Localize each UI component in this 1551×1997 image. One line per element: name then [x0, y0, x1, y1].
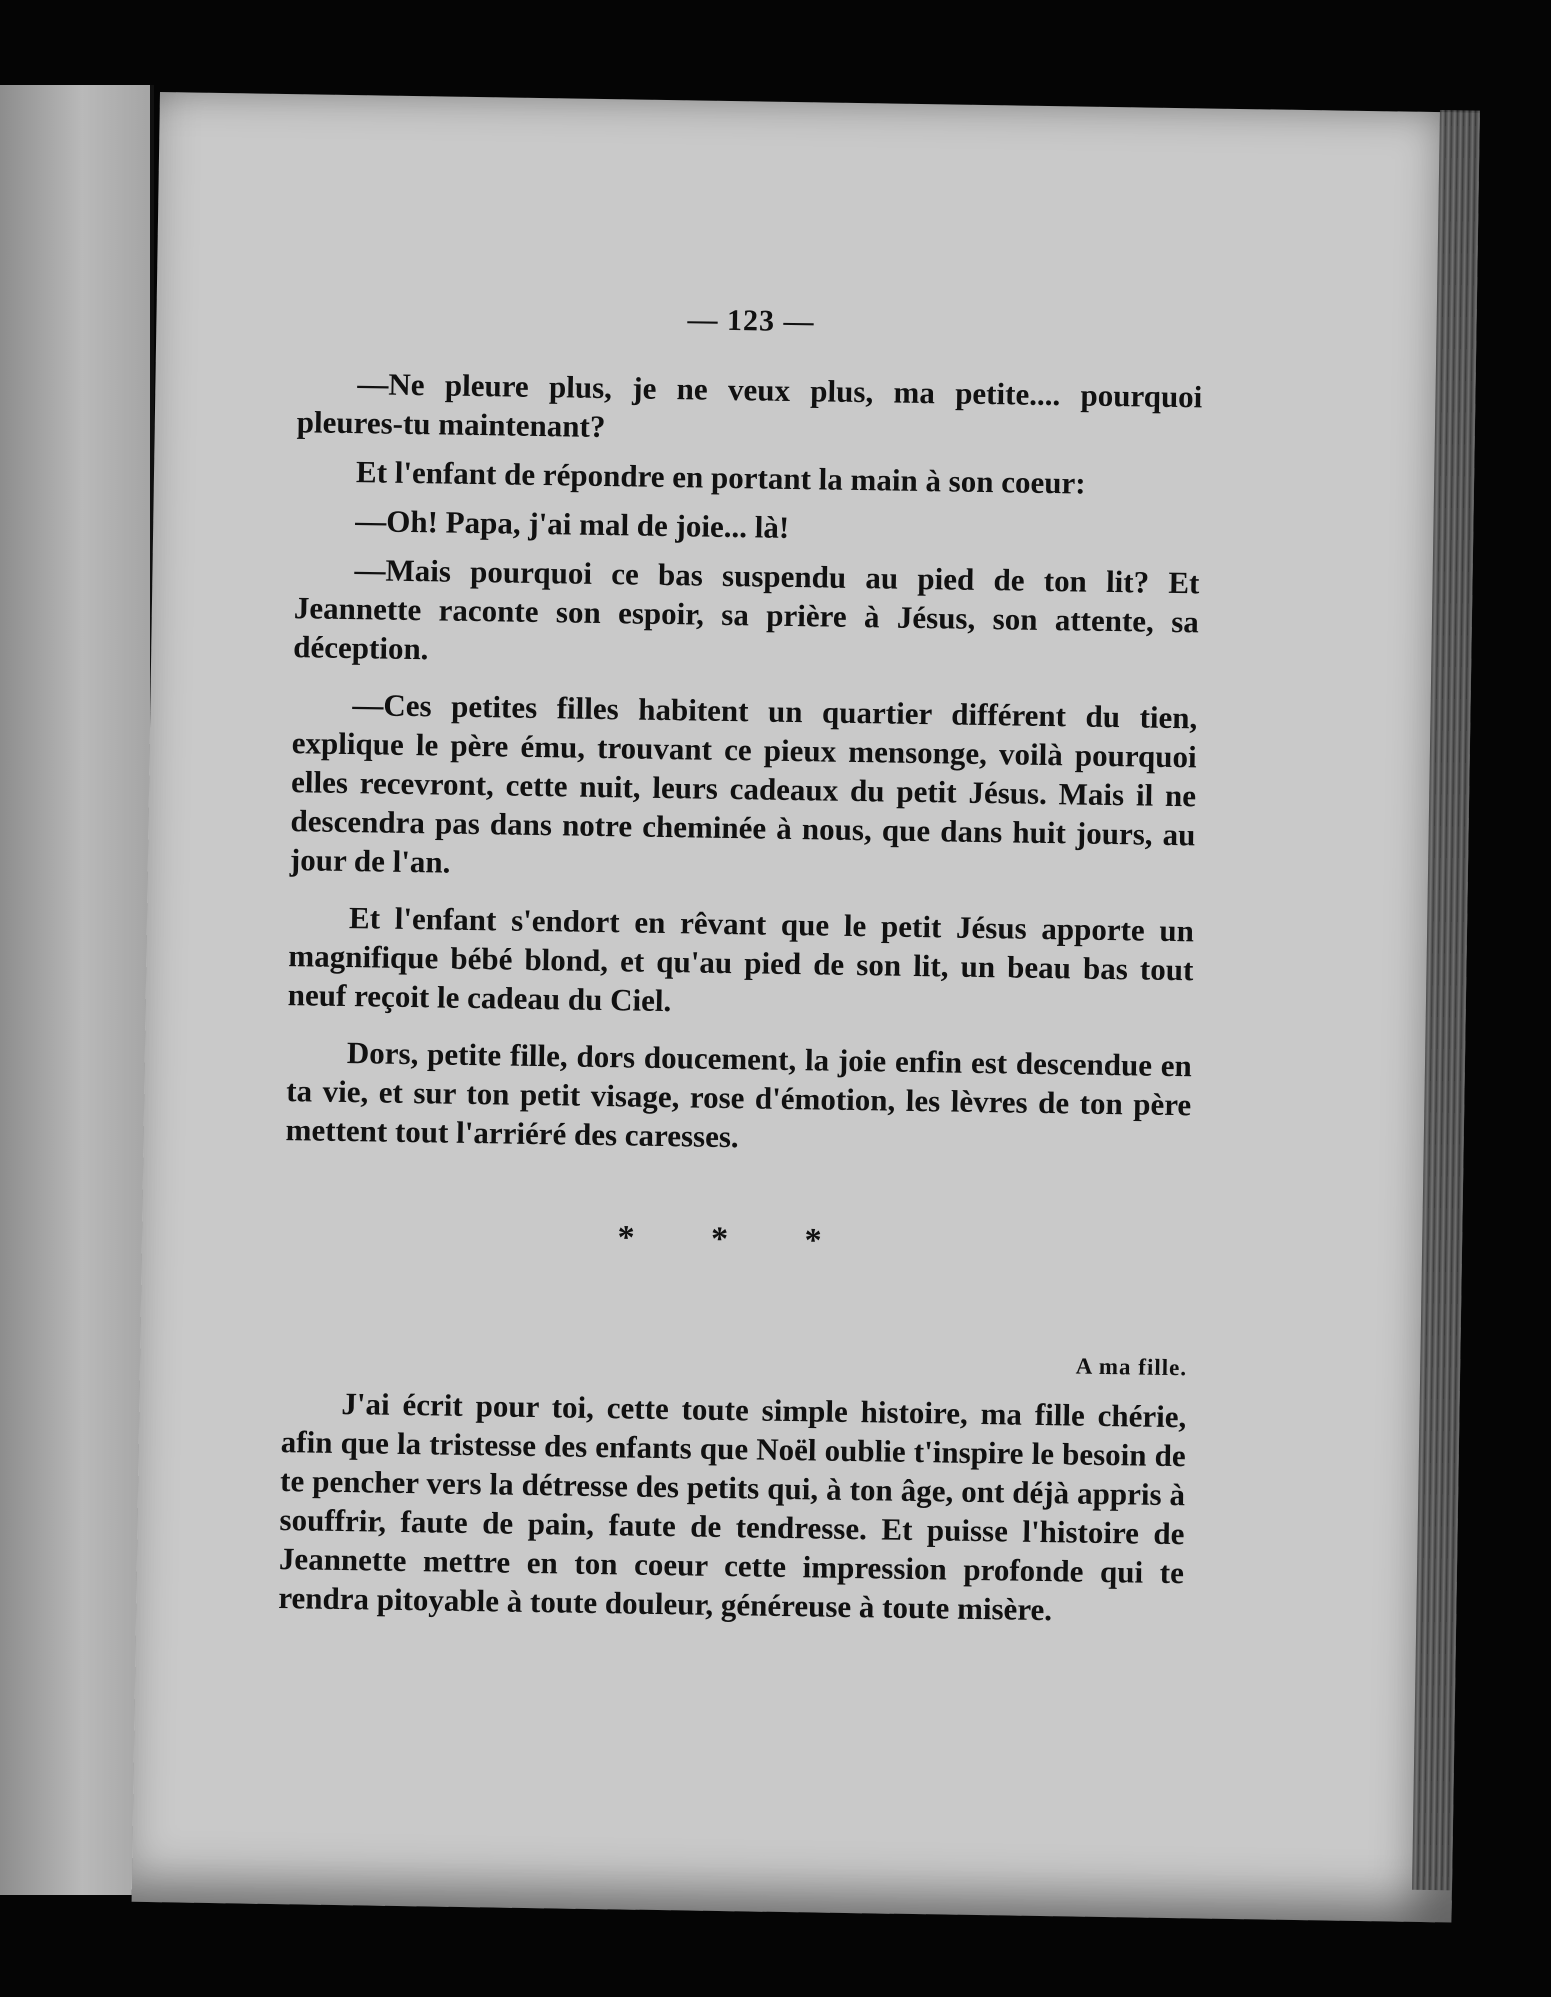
page-text	[278, 294, 1204, 1649]
section-separator: * * *	[617, 1219, 856, 1261]
paragraph: —Mais pourquoi ce bas suspendu au pied de ton lit? Et Jeannette raconte son espoir, sa prière à Jésus, son attente, sa déception.	[293, 552, 1200, 667]
paragraph: Dors, petite fille, dors doucement, la joie enfin est descendue en ta vie, et sur ton petit visage, rose d'émotion, les lèvres de ton père mettent tout l'arriéré des caresses.	[285, 1035, 1193, 1155]
paragraph: Et l'enfant s'endort en rêvant que le petit Jésus apporte un magnifique bébé blond, et qu'au pied de son lit, un beau bas tout neuf reçoit le cadeau du Ciel.	[287, 900, 1195, 1019]
paragraph: —Ces petites filles habitent un quartier différent du tien, explique le père ému, trouvant ce pieux mensonge, voilà pourquoi elles recevront, cette nuit, leurs cadeaux du petit Jésus. Mais il ne descendra pas dans notre cheminée à nous, que dans huit jours, au jour de l'an.	[289, 687, 1198, 880]
dedication: A ma fille.	[1075, 1353, 1188, 1381]
left-page-edge	[0, 85, 150, 1895]
page-number: — 123 —	[687, 303, 815, 339]
paragraph: Et l'enfant de répondre en portant la main à son coeur:	[355, 454, 1086, 501]
book-page	[132, 92, 1480, 1923]
closing-paragraph: J'ai écrit pour toi, cette toute simple histoire, ma fille chérie, afin que la tristesse des enfants que Noël oublie t'inspire le besoin de te pencher vers la détresse des petits qui, à ton âge, ont déjà appris à souffrir, faute de pain, faute de tendresse. Et puisse l'histoire de Jeannette mettre en ton coeur cette impression profonde qui te rendra pitoyable à toute douleur, généreuse à toute misère.	[278, 1386, 1187, 1628]
paragraph: —Ne pleure plus, je ne veux plus, ma petite.... pourquoi pleures-tu maintenant?	[296, 366, 1203, 445]
paragraph: —Oh! Papa, j'ai mal de joie... là!	[355, 503, 790, 545]
